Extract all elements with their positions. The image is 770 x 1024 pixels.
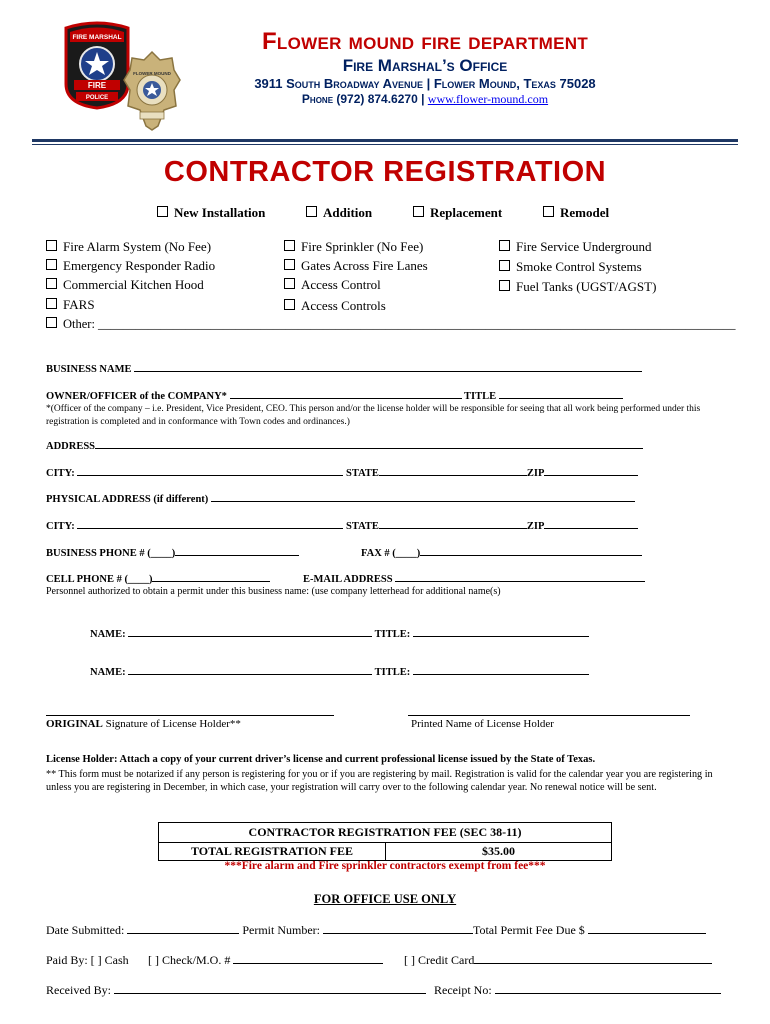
paid-by-check[interactable]: [ ] Check/M.O. # [148,953,231,967]
credit-row [404,953,712,968]
fee-amount: $35.00 [482,844,515,858]
business-name-field[interactable] [134,362,642,372]
checkbox-label: Gates Across Fire Lanes [301,258,428,273]
physical-address-label: PHYSICAL ADDRESS (if different) [46,494,209,505]
zip-field[interactable] [544,466,638,476]
business-phone-label: BUSINESS PHONE # (____) [46,548,176,559]
name-label: NAME: [90,667,126,678]
website-link[interactable]: www.flower-mound.com [427,92,549,106]
office-row-2 [46,953,129,968]
email-label: E-MAIL ADDRESS [303,574,393,585]
state-label: STATE [346,468,379,479]
permit-number-field[interactable] [323,924,473,934]
city-label: CITY: [46,521,75,532]
fax-row [361,546,642,559]
checkbox-icon[interactable] [46,259,57,270]
badge-ring-text: FLOWER MOUND [133,71,171,76]
checkbox-icon[interactable] [284,299,295,310]
paid-by-credit[interactable]: [ ] Credit Card [404,953,475,967]
owner-label: OWNER/OFFICER of the COMPANY* [46,391,227,402]
signature-line[interactable] [46,715,334,716]
checkbox-icon[interactable] [499,240,510,251]
cell-phone-label: CELL PHONE # (____) [46,574,153,585]
logo-text-top: FIRE MARSHAL [72,34,122,41]
checkbox-fire-sprinkler[interactable] [284,239,423,255]
physical-address-row [46,492,635,505]
date-submitted-label: Date Submitted: [46,923,125,937]
checkbox-kitchen-hood[interactable] [46,277,204,293]
city-row-2 [46,519,638,532]
address-field[interactable] [95,439,643,449]
receipt-no-field[interactable] [495,984,721,994]
state-field-2[interactable] [379,519,527,529]
owner-row [46,389,623,402]
office-address: 3911 South Broadway Avenue | Flower Mound, Texas 75028 [254,76,596,91]
org-name: Flower mound fire department [261,28,589,55]
checkbox-gates-fire-lanes[interactable] [284,258,428,274]
office-phone: Phone (972) 874.6270 | [301,92,425,106]
checkbox-icon[interactable] [499,260,510,271]
checkbox-icon[interactable] [499,280,510,291]
personnel-name-row-1 [90,627,589,640]
fee-exempt-note: ***Fire alarm and Fire sprinkler contractors exempt from fee*** [224,860,546,872]
checkbox-label: Remodel [560,205,610,220]
checkbox-label: Emergency Responder Radio [63,258,216,273]
checkbox-access-control[interactable] [284,277,381,293]
business-phone-field[interactable] [175,546,299,556]
city-field[interactable] [77,466,343,476]
checkbox-icon[interactable] [543,206,554,217]
checkbox-label: Fire Alarm System (No Fee) [63,239,212,254]
header-rule-thin [32,144,738,145]
zip-label: ZIP [526,468,545,479]
other-field[interactable]: Other: ______________________________________________________________________________________________________ [63,317,736,331]
checkbox-icon[interactable] [306,206,317,217]
office-phone-line [140,92,710,107]
city-row-1 [46,466,638,479]
checkbox-label: Addition [323,205,373,220]
checkbox-icon[interactable] [46,240,57,251]
personnel-name-row-2 [90,665,589,678]
fee-table [158,822,612,861]
received-by-field[interactable] [114,984,426,994]
personnel-note: Personnel authorized to obtain a permit under this business name: (use company letterhead for additional name(s) [46,586,501,597]
check-number-field[interactable] [233,954,383,964]
checkbox-label: Fire Sprinkler (No Fee) [301,239,424,254]
printed-name-line[interactable] [408,715,690,716]
paid-by-cash[interactable]: Paid By: [ ] Cash [46,953,129,967]
checkbox-label: Fuel Tanks (UGST/AGST) [516,279,657,294]
fee-row [159,843,611,860]
total-due-field[interactable] [588,924,706,934]
checkbox-label: Access Control [301,277,381,292]
state-label: STATE [346,521,379,532]
state-field[interactable] [379,466,527,476]
checkbox-label: Access Controls [301,298,386,313]
business-name-row [46,362,642,375]
checkbox-smoke-control[interactable] [499,259,642,275]
office-row-1 [46,923,706,938]
license-holder-note: License Holder: Attach a copy of your current driver’s license and current professional license issued by the State of Texas. [46,754,596,765]
city-label: CITY: [46,468,75,479]
address-row [46,439,643,452]
physical-address-field[interactable] [211,492,635,502]
personnel-title-field-1[interactable] [413,627,589,637]
fax-label: FAX # (____) [361,548,421,559]
total-due-label: Total Permit Fee Due $ [472,923,585,937]
address-label: ADDRESS [46,441,96,452]
checkbox-emergency-radio[interactable] [46,258,215,274]
receipt-no-label: Receipt No: [434,983,492,997]
owner-field[interactable] [230,389,462,399]
logo-text-bot: POLICE [85,95,109,101]
fee-label: TOTAL REGISTRATION FEE [190,844,354,858]
checkbox-fars[interactable] [46,297,95,313]
form-title: CONTRACTOR REGISTRATION [163,156,607,188]
checkbox-fire-alarm[interactable] [46,239,211,255]
checkbox-icon[interactable] [46,278,57,289]
cell-phone-field[interactable] [152,572,270,582]
fee-heading: CONTRACTOR REGISTRATION FEE (SEC 38-11) [159,823,611,843]
email-field[interactable] [395,572,645,582]
personnel-name-field-1[interactable] [128,627,372,637]
fax-field[interactable] [420,546,642,556]
name-label: NAME: [90,629,126,640]
cell-phone-row [46,572,270,585]
title-label: TITLE: [374,667,411,678]
owner-title-field[interactable] [499,389,623,399]
checkbox-icon[interactable] [157,206,168,217]
office-name: Fire Marshal’s Office [342,56,508,75]
checkbox-label: Smoke Control Systems [516,259,642,274]
office-use-heading: FOR OFFICE USE ONLY [313,892,457,906]
checkbox-other[interactable] [46,317,736,332]
checkbox-icon[interactable] [284,240,295,251]
checkbox-icon[interactable] [46,298,57,309]
personnel-title-field-2[interactable] [413,665,589,675]
city-field-2[interactable] [77,519,343,529]
printed-name-caption: Printed Name of License Holder [411,718,554,730]
checkbox-icon[interactable] [46,317,57,328]
received-by-label: Received By: [46,983,111,997]
checkbox-addition[interactable] [306,205,372,221]
personnel-name-field-2[interactable] [128,665,372,675]
checkbox-fuel-tanks[interactable] [499,279,656,295]
owner-note: *(Officer of the company – i.e. President, Vice President, CEO. This person and/or the license holder will be responsible for seeing that all work being performed under this registration is completed and in conformance with Town codes and ordinances.) [46,404,701,427]
check-row [148,953,383,968]
credit-card-field[interactable] [474,954,712,964]
checkbox-label: Commercial Kitchen Hood [63,277,204,292]
email-row [303,572,645,585]
checkbox-label: Replacement [430,205,503,220]
zip-label: ZIP [526,521,545,532]
received-row [46,983,426,998]
business-name-label: BUSINESS NAME [46,364,132,375]
business-phone-row [46,546,299,559]
checkbox-replacement[interactable] [413,205,502,221]
checkbox-access-controls[interactable] [284,298,386,314]
signature-original-label: ORIGINAL [46,718,103,730]
checkbox-label: Fire Service Underground [516,239,652,254]
title-label: TITLE: [374,629,411,640]
checkbox-label: FARS [63,297,95,312]
checkbox-new-installation[interactable] [157,205,265,221]
zip-field-2[interactable] [544,519,638,529]
checkbox-fire-service-underground[interactable] [499,239,652,255]
signature-caption [46,718,241,730]
checkbox-icon[interactable] [284,259,295,270]
checkbox-remodel[interactable] [543,205,609,221]
header-rule-thick [32,139,738,142]
permit-number-label: Permit Number: [242,923,320,937]
logo-text-mid: FIRE [87,81,107,90]
checkbox-icon[interactable] [413,206,424,217]
checkbox-label: New Installation [174,205,266,220]
date-submitted-field[interactable] [127,924,239,934]
notarize-note: ** This form must be notarized if any person is registering for you or if you are registering by mail. Registration is valid for the calendar year you are registering in unless you are registering in December, in which case, your registration will carry over to the following calendar year. No renewal notice will be sent. [46,769,713,794]
receipt-row [434,983,721,998]
checkbox-icon[interactable] [284,278,295,289]
owner-title-label: TITLE [463,391,497,402]
signature-rest-label: Signature of License Holder** [105,718,241,730]
